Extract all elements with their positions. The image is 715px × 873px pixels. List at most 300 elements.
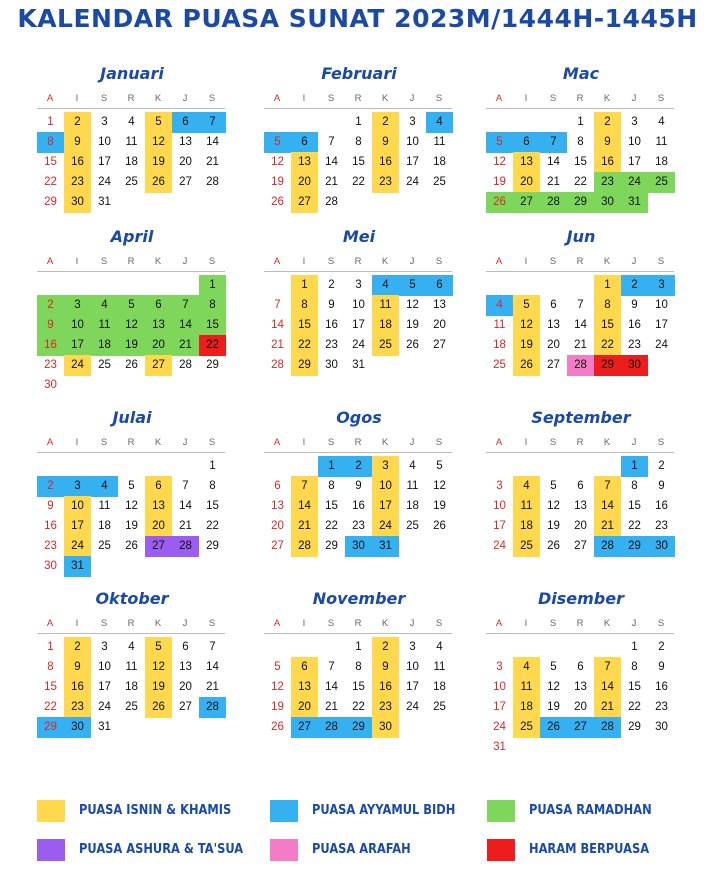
day-cell: 17 [98,681,111,693]
day-cell: 14 [206,136,219,148]
day-cell: 18 [493,339,506,351]
day-cell: 30 [325,359,338,371]
month-name: Julai [112,408,152,427]
day-cell: 14 [179,500,192,512]
day-cell: 10 [64,315,91,336]
day-cell: 18 [513,697,540,718]
day-cell: 25 [513,536,540,557]
day-cell: 2 [64,637,91,658]
day-cell: 18 [98,520,111,532]
day-cell: 20 [574,701,587,713]
day-cell: 30 [44,379,57,391]
month-jun [486,227,676,371]
day-cell: 22 [628,701,641,713]
legend-label: PUASA ASHURA & TA'SUA [79,842,244,857]
day-cell: 11 [125,136,138,148]
weekday-header [37,618,225,630]
day-cell: 16 [325,319,338,331]
month-name: September [531,408,631,427]
weekday-label: A [495,437,503,448]
day-cell: 4 [128,116,135,128]
day-cell: 28 [540,192,567,213]
weekday-label: A [273,256,281,267]
day-cell: 29 [594,355,621,376]
day-cell: 13 [271,500,284,512]
day-cell: 4 [486,295,513,316]
day-cell: 2 [328,279,335,291]
day-cell: 29 [206,540,219,552]
weekday-label: S [100,618,108,629]
day-cell: 10 [655,299,668,311]
weekday-label: I [524,256,528,267]
weekday-label: A [46,618,54,629]
day-cell: 26 [145,172,172,193]
day-cell: 15 [44,681,57,693]
day-cell: 25 [648,172,675,193]
day-cell: 17 [372,496,399,517]
weekday-header [486,256,674,268]
day-grid [37,637,225,761]
day-cell: 8 [291,295,318,316]
day-cell: 18 [513,516,540,537]
weekday-label: S [327,437,335,448]
day-cell: 28 [179,359,192,371]
day-cell: 23 [628,339,641,351]
day-cell: 20 [291,697,318,718]
day-cell: 31 [352,359,365,371]
day-cell: 24 [64,536,91,557]
day-cell: 10 [352,299,365,311]
day-cell: 20 [574,520,587,532]
day-cell: 25 [98,359,111,371]
day-cell: 7 [172,295,199,316]
day-cell: 24 [98,176,111,188]
day-grid [486,456,674,580]
day-cell: 15 [574,156,587,168]
weekday-label: S [327,256,335,267]
day-cell: 12 [547,681,560,693]
day-cell: 9 [372,132,399,153]
day-cell: 20 [513,172,540,193]
weekday-label: J [631,256,637,267]
weekday-label: R [576,256,584,267]
day-cell: 19 [271,176,284,188]
day-cell: 5 [145,112,172,133]
day-cell: 14 [594,677,621,698]
month-name: Januari [100,64,164,83]
day-cell: 12 [513,315,540,336]
day-cell: 6 [172,112,199,133]
day-cell: 27 [145,536,172,557]
weekday-label: R [127,618,135,629]
day-cell: 28 [594,717,621,738]
weekday-label: R [576,437,584,448]
month-name: Disember [537,589,624,608]
day-cell: 27 [179,176,192,188]
day-cell: 23 [594,172,621,193]
day-cell: 17 [655,319,668,331]
day-cell: 11 [406,480,419,492]
day-cell: 6 [550,299,557,311]
day-cell: 16 [628,319,641,331]
day-cell: 23 [372,697,399,718]
day-cell: 5 [264,132,291,153]
weekday-label: R [127,256,135,267]
day-cell: 26 [513,355,540,376]
weekday-label: A [495,618,503,629]
weekday-label: S [657,93,665,104]
day-grid [486,275,674,399]
day-cell: 6 [145,476,172,497]
day-cell: 23 [44,540,57,552]
day-cell: 23 [44,359,57,371]
legend-label: PUASA AYYAMUL BIDH [312,803,456,818]
day-cell: 28 [206,176,219,188]
weekday-label: K [603,93,611,104]
day-cell: 14 [594,496,621,517]
day-cell: 7 [182,480,189,492]
legend-swatch [37,839,65,861]
month-name: Mei [342,227,376,246]
weekday-label: I [302,618,306,629]
day-cell: 22 [352,176,365,188]
day-cell: 9 [64,132,91,153]
day-cell: 21 [206,681,219,693]
header-divider [486,271,674,272]
month-februari [264,64,454,208]
day-cell: 15 [44,156,57,168]
day-cell: 30 [372,717,399,738]
weekday-label: K [603,618,611,629]
day-cell: 6 [513,132,540,153]
day-cell: 12 [271,156,284,168]
day-cell: 11 [655,136,668,148]
day-cell: 13 [574,681,587,693]
weekday-label: A [273,437,281,448]
day-cell: 17 [493,520,506,532]
day-cell: 22 [206,520,219,532]
day-cell: 2 [658,460,665,472]
day-cell: 22 [199,335,226,356]
day-cell: 29 [567,192,594,213]
day-cell: 3 [409,641,416,653]
weekday-label: S [208,93,216,104]
weekday-label: S [435,437,443,448]
day-cell: 12 [145,657,172,678]
day-cell: 7 [328,136,335,148]
day-cell: 4 [372,275,399,296]
day-cell: 6 [274,480,281,492]
day-cell: 14 [325,681,338,693]
legend-swatch [487,800,515,822]
day-cell: 14 [325,156,338,168]
legend-swatch [270,839,298,861]
header-divider [264,633,452,634]
day-cell: 27 [574,540,587,552]
weekday-header [264,618,452,630]
weekday-label: R [576,618,584,629]
day-cell: 25 [433,701,446,713]
day-cell: 3 [64,476,91,497]
legend-swatch [487,839,515,861]
day-cell: 30 [621,355,648,376]
day-cell: 24 [64,355,91,376]
weekday-label: K [381,437,389,448]
day-cell: 30 [64,717,91,738]
month-november [264,589,454,733]
day-cell: 4 [128,641,135,653]
day-cell: 28 [325,196,338,208]
weekday-label: R [354,618,362,629]
day-cell: 31 [621,192,648,213]
day-cell: 20 [179,681,192,693]
weekday-label: I [75,256,79,267]
day-cell: 23 [655,701,668,713]
day-cell: 9 [37,315,64,336]
day-cell: 27 [513,192,540,213]
weekday-header [37,256,225,268]
weekday-label: K [381,256,389,267]
weekday-label: I [302,93,306,104]
day-cell: 27 [433,339,446,351]
month-mac [486,64,676,208]
day-cell: 5 [274,661,281,673]
day-cell: 30 [594,192,621,213]
day-cell: 9 [594,132,621,153]
month-name: Ogos [336,408,382,427]
day-cell: 8 [577,136,584,148]
legend-label: PUASA RAMADHAN [529,803,652,818]
header-divider [264,108,452,109]
day-cell: 15 [199,315,226,336]
day-cell: 10 [98,136,111,148]
day-cell: 2 [372,112,399,133]
day-cell: 27 [567,717,594,738]
day-cell: 9 [355,480,362,492]
weekday-label: I [302,256,306,267]
day-cell: 15 [206,500,219,512]
day-cell: 17 [64,335,91,356]
day-cell: 22 [628,520,641,532]
day-cell: 30 [64,192,91,213]
day-cell: 14 [271,319,284,331]
day-cell: 26 [406,339,419,351]
weekday-label: A [46,437,54,448]
day-cell: 6 [577,661,584,673]
weekday-label: S [327,618,335,629]
day-cell: 21 [206,156,219,168]
day-cell: 26 [486,192,513,213]
day-cell: 27 [291,192,318,213]
day-cell: 10 [493,681,506,693]
day-cell: 6 [291,657,318,678]
day-cell: 5 [399,275,426,296]
day-cell: 10 [406,136,419,148]
day-cell: 24 [372,516,399,537]
day-cell: 15 [628,681,641,693]
day-cell: 3 [409,116,416,128]
day-cell: 2 [345,456,372,477]
day-cell: 16 [44,520,57,532]
day-cell: 25 [513,717,540,738]
weekday-label: R [576,93,584,104]
day-cell: 5 [145,637,172,658]
day-cell: 2 [621,275,648,296]
weekday-label: R [127,437,135,448]
day-cell: 7 [328,661,335,673]
weekday-header [486,437,674,449]
day-cell: 11 [98,500,111,512]
day-cell: 15 [352,681,365,693]
page-title: KALENDAR PUASA SUNAT 2023M/1444H-1445H [17,4,698,33]
weekday-label: I [524,618,528,629]
day-cell: 17 [493,701,506,713]
day-cell: 3 [496,480,503,492]
weekday-label: K [154,618,162,629]
day-cell: 10 [372,476,399,497]
day-cell: 7 [209,641,216,653]
day-cell: 11 [125,661,138,673]
day-cell: 16 [352,500,365,512]
day-cell: 12 [493,156,506,168]
day-cell: 17 [64,516,91,537]
weekday-label: K [381,618,389,629]
day-cell: 15 [628,500,641,512]
day-cell: 25 [125,176,138,188]
day-cell: 21 [325,701,338,713]
weekday-label: R [354,437,362,448]
month-ogos [264,408,454,552]
day-grid [264,456,452,580]
day-cell: 21 [547,176,560,188]
day-cell: 25 [433,176,446,188]
day-cell: 12 [406,299,419,311]
weekday-label: J [631,437,637,448]
legend-label: PUASA ISNIN & KHAMIS [79,803,232,818]
day-cell: 11 [372,295,399,316]
day-cell: 22 [574,176,587,188]
weekday-header [486,93,674,105]
day-cell: 16 [37,335,64,356]
day-cell: 12 [547,500,560,512]
day-cell: 16 [594,152,621,173]
day-cell: 12 [145,132,172,153]
day-cell: 19 [145,152,172,173]
weekday-label: S [435,256,443,267]
day-cell: 8 [355,661,362,673]
day-cell: 6 [426,275,453,296]
day-cell: 3 [648,275,675,296]
day-cell: 28 [567,355,594,376]
day-cell: 18 [433,156,446,168]
weekday-label: S [549,93,557,104]
day-cell: 19 [145,677,172,698]
weekday-label: J [631,93,637,104]
month-name: Mac [562,64,600,83]
day-cell: 29 [345,717,372,738]
day-cell: 1 [291,275,318,296]
day-cell: 9 [372,657,399,678]
day-cell: 25 [372,335,399,356]
day-cell: 19 [547,701,560,713]
day-cell: 30 [44,560,57,572]
day-cell: 11 [91,315,118,336]
day-cell: 27 [291,717,318,738]
day-cell: 9 [47,500,54,512]
day-cell: 20 [179,156,192,168]
weekday-label: A [273,618,281,629]
day-cell: 13 [179,136,192,148]
day-cell: 11 [493,319,506,331]
day-cell: 5 [128,480,135,492]
day-cell: 31 [98,721,111,733]
day-cell: 30 [655,721,668,733]
header-divider [37,271,225,272]
day-cell: 26 [540,717,567,738]
day-cell: 8 [631,480,638,492]
weekday-header [264,256,452,268]
day-cell: 12 [271,681,284,693]
day-cell: 19 [493,176,506,188]
day-cell: 21 [574,339,587,351]
day-cell: 23 [325,339,338,351]
month-name: Jun [566,227,596,246]
day-cell: 9 [328,299,335,311]
month-januari [37,64,227,208]
day-cell: 3 [372,456,399,477]
day-cell: 24 [98,701,111,713]
weekday-label: J [182,618,188,629]
day-cell: 20 [433,319,446,331]
day-cell: 13 [513,152,540,173]
day-cell: 13 [179,661,192,673]
day-cell: 15 [291,315,318,336]
day-cell: 28 [199,697,226,718]
day-cell: 21 [594,516,621,537]
day-cell: 8 [328,480,335,492]
day-cell: 24 [493,721,506,733]
weekday-label: J [409,437,415,448]
legend-swatch [270,800,298,822]
day-cell: 14 [547,156,560,168]
weekday-label: S [208,256,216,267]
day-cell: 9 [658,480,665,492]
day-grid [486,637,674,761]
weekday-label: J [409,256,415,267]
weekday-label: J [631,618,637,629]
day-cell: 1 [209,460,216,472]
day-cell: 8 [199,295,226,316]
day-cell: 19 [513,335,540,356]
day-cell: 1 [47,116,54,128]
day-cell: 13 [574,500,587,512]
day-grid [486,112,674,236]
day-cell: 4 [409,460,416,472]
day-cell: 27 [179,701,192,713]
weekday-label: S [657,437,665,448]
day-cell: 9 [631,299,638,311]
day-cell: 28 [172,536,199,557]
weekday-label: K [381,93,389,104]
day-cell: 1 [355,116,362,128]
weekday-label: J [182,437,188,448]
day-cell: 20 [271,520,284,532]
weekday-label: K [603,256,611,267]
day-cell: 20 [145,335,172,356]
day-cell: 9 [658,661,665,673]
weekday-label: A [46,93,54,104]
day-cell: 18 [125,156,138,168]
